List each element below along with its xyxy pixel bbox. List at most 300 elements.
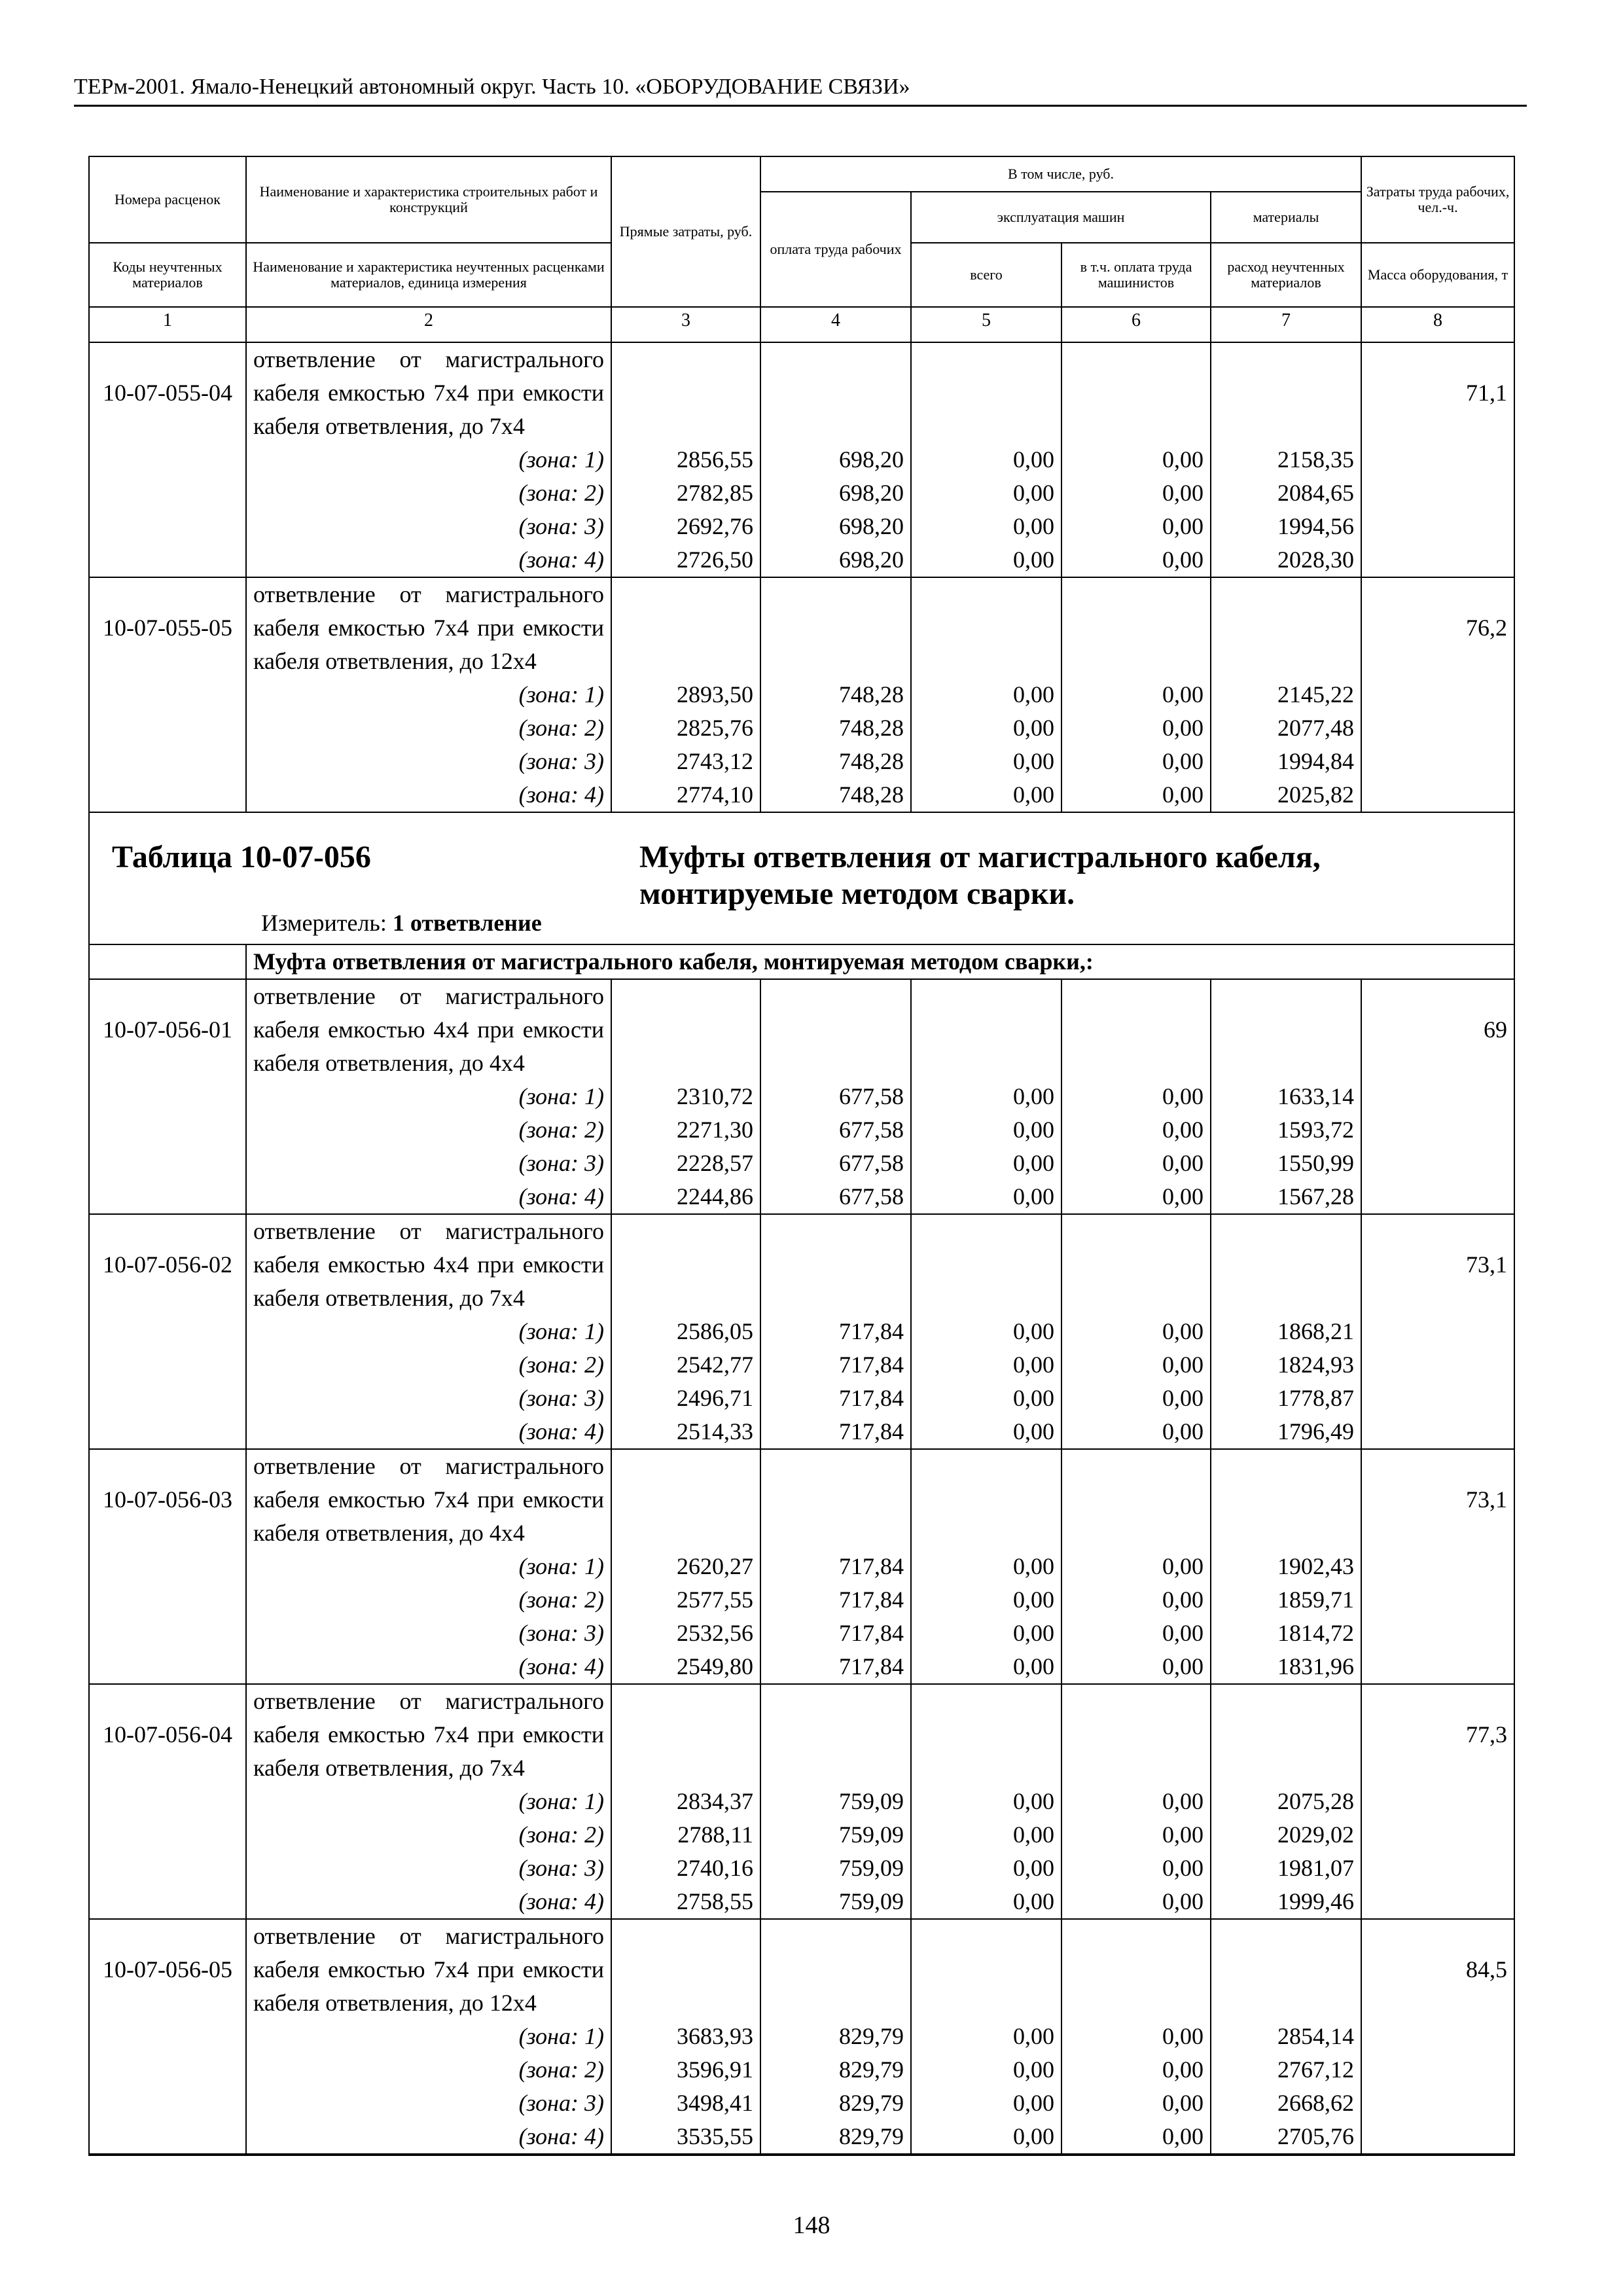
materials-header: материалы (1211, 192, 1361, 243)
labor-cost: 84,5 (1361, 1919, 1514, 2020)
material-cost: 1868,21 (1211, 1315, 1361, 1348)
machine-cost: 0,00 (911, 443, 1061, 476)
machine-cost: 0,00 (911, 678, 1061, 711)
worker-wage: 759,09 (760, 1852, 911, 1885)
direct-cost: 2532,56 (611, 1617, 760, 1650)
machinist-wage: 0,00 (1061, 1583, 1211, 1617)
rate-description: ответвление от магистрального кабеля емкостью 7х4 при емкости кабеля ответвления, до 12х4 (246, 1919, 611, 2020)
empty-cell (89, 1113, 246, 1147)
material-cost: 2767,12 (1211, 2053, 1361, 2087)
empty-cell (911, 1919, 1061, 2020)
material-cost: 1981,07 (1211, 1852, 1361, 1885)
material-cost: 2145,22 (1211, 678, 1361, 711)
table-section-heading (89, 812, 1514, 944)
material-cost: 2025,82 (1211, 778, 1361, 812)
machine-cost: 0,00 (911, 1818, 1061, 1852)
labor-cost: 77,3 (1361, 1684, 1514, 1785)
zone-row (89, 1550, 1514, 1583)
material-cost: 1902,43 (1211, 1550, 1361, 1583)
empty-cell (1361, 778, 1514, 812)
empty-cell (89, 543, 246, 577)
zone-label: (зона: 3) (246, 2087, 611, 2120)
empty-cell (1361, 1852, 1514, 1885)
direct-cost: 2514,33 (611, 1415, 760, 1449)
worker-wage: 829,79 (760, 2020, 911, 2053)
empty-cell (89, 1348, 246, 1382)
empty-cell (911, 1684, 1061, 1785)
zone-label: (зона: 4) (246, 1180, 611, 1214)
worker-wage: 677,58 (760, 1080, 911, 1113)
zone-row (89, 1885, 1514, 1919)
direct-cost: 2774,10 (611, 778, 760, 812)
direct-cost: 3535,55 (611, 2120, 760, 2155)
empty-cell (1361, 1080, 1514, 1113)
machinist-wage: 0,00 (1061, 1315, 1211, 1348)
material-cost: 1550,99 (1211, 1147, 1361, 1180)
empty-cell (1361, 745, 1514, 778)
empty-cell (89, 443, 246, 476)
worker-wage: 677,58 (760, 1147, 911, 1180)
direct-cost: 2271,30 (611, 1113, 760, 1147)
empty-cell (1361, 443, 1514, 476)
zone-row (89, 1180, 1514, 1214)
unit-value: 1 ответвление (392, 910, 542, 936)
empty-cell (1361, 1147, 1514, 1180)
empty-cell (1361, 1415, 1514, 1449)
empty-cell (89, 1147, 246, 1180)
zone-row (89, 1650, 1514, 1684)
empty-cell (1061, 577, 1211, 678)
empty-cell (1211, 342, 1361, 443)
zone-row (89, 1382, 1514, 1415)
empty-cell (1211, 1919, 1361, 2020)
zone-label: (зона: 1) (246, 678, 611, 711)
empty-cell (911, 1214, 1061, 1315)
subheading-spacer (89, 944, 246, 979)
zone-row (89, 2053, 1514, 2087)
machinist-wage: 0,00 (1061, 1785, 1211, 1818)
worker-wage: 717,84 (760, 1382, 911, 1415)
rate-code: 10-07-056-02 (89, 1214, 246, 1315)
zone-row (89, 1818, 1514, 1852)
empty-cell (1361, 1113, 1514, 1147)
worker-wage: 677,58 (760, 1180, 911, 1214)
empty-cell (911, 1449, 1061, 1550)
column-number: 7 (1211, 307, 1361, 342)
empty-cell (1361, 1180, 1514, 1214)
zone-label: (зона: 2) (246, 1348, 611, 1382)
zone-label: (зона: 4) (246, 1415, 611, 1449)
worker-wage: 677,58 (760, 1113, 911, 1147)
material-cost: 2028,30 (1211, 543, 1361, 577)
empty-cell (1361, 1348, 1514, 1382)
rate-row (89, 1449, 1514, 1550)
empty-cell (1361, 2087, 1514, 2120)
empty-cell (611, 1449, 760, 1550)
zone-row (89, 2120, 1514, 2155)
rate-row (89, 1684, 1514, 1785)
worker-wage: 759,09 (760, 1785, 911, 1818)
table-number: Таблица 10-07-056 (112, 840, 371, 874)
material-cost: 1994,56 (1211, 510, 1361, 543)
empty-cell (1211, 1214, 1361, 1315)
material-cost: 1831,96 (1211, 1650, 1361, 1684)
zone-row (89, 443, 1514, 476)
column-number: 1 (89, 307, 246, 342)
machinist-wage: 0,00 (1061, 543, 1211, 577)
direct-cost: 2228,57 (611, 1147, 760, 1180)
column-number: 2 (246, 307, 611, 342)
rate-code: 10-07-056-05 (89, 1919, 246, 2020)
empty-cell (89, 745, 246, 778)
empty-cell (1361, 510, 1514, 543)
labor-cost: 71,1 (1361, 342, 1514, 443)
col6-header: в т.ч. оплата труда машинистов (1061, 243, 1211, 307)
direct-cost: 2542,77 (611, 1348, 760, 1382)
col3-header: Прямые затраты, руб. (611, 156, 760, 307)
zone-row (89, 745, 1514, 778)
zone-row (89, 510, 1514, 543)
machine-cost: 0,00 (911, 2020, 1061, 2053)
machine-cost: 0,00 (911, 1583, 1061, 1617)
empty-cell (611, 577, 760, 678)
empty-cell (611, 1684, 760, 1785)
direct-cost: 2856,55 (611, 443, 760, 476)
zone-row (89, 1852, 1514, 1885)
rate-code: 10-07-056-01 (89, 979, 246, 1080)
direct-cost: 2825,76 (611, 711, 760, 745)
rate-row (89, 979, 1514, 1080)
empty-cell (1361, 1818, 1514, 1852)
zone-row (89, 1415, 1514, 1449)
machinist-wage: 0,00 (1061, 778, 1211, 812)
machinist-wage: 0,00 (1061, 678, 1211, 711)
zone-row (89, 1617, 1514, 1650)
material-cost: 2854,14 (1211, 2020, 1361, 2053)
rate-code: 10-07-056-03 (89, 1449, 246, 1550)
material-cost: 1999,46 (1211, 1885, 1361, 1919)
zone-row (89, 2087, 1514, 2120)
zone-row (89, 476, 1514, 510)
machine-cost: 0,00 (911, 1415, 1061, 1449)
worker-wage: 717,84 (760, 1617, 911, 1650)
col2-top-header: Наименование и характеристика строительных работ и конструкций (246, 156, 611, 243)
empty-cell (89, 2087, 246, 2120)
zone-label: (зона: 2) (246, 476, 611, 510)
empty-cell (1361, 1650, 1514, 1684)
direct-cost: 2743,12 (611, 745, 760, 778)
empty-cell (760, 1684, 911, 1785)
empty-cell (89, 1080, 246, 1113)
direct-cost: 3683,93 (611, 2020, 760, 2053)
labor-cost: 76,2 (1361, 577, 1514, 678)
rate-rows-before (89, 342, 1514, 812)
rate-row (89, 342, 1514, 443)
table-subheading: Муфта ответвления от магистрального кабеля, монтируемая методом сварки,: (246, 944, 1514, 979)
zone-label: (зона: 1) (246, 2020, 611, 2053)
direct-cost: 2740,16 (611, 1852, 760, 1885)
zone-label: (зона: 3) (246, 510, 611, 543)
zone-label: (зона: 3) (246, 1382, 611, 1415)
machinist-wage: 0,00 (1061, 1650, 1211, 1684)
material-cost: 1567,28 (1211, 1180, 1361, 1214)
zone-row (89, 1583, 1514, 1617)
table-unit (261, 908, 542, 937)
machinist-wage: 0,00 (1061, 1818, 1211, 1852)
zone-label: (зона: 3) (246, 745, 611, 778)
machinist-wage: 0,00 (1061, 1348, 1211, 1382)
worker-wage: 717,84 (760, 1550, 911, 1583)
direct-cost: 2788,11 (611, 1818, 760, 1852)
empty-cell (760, 1449, 911, 1550)
empty-cell (760, 979, 911, 1080)
empty-cell (89, 1617, 246, 1650)
material-cost: 2158,35 (1211, 443, 1361, 476)
machinist-wage: 0,00 (1061, 2020, 1211, 2053)
machine-cost: 0,00 (911, 778, 1061, 812)
zone-row (89, 1785, 1514, 1818)
zone-row (89, 2020, 1514, 2053)
direct-cost: 3596,91 (611, 2053, 760, 2087)
empty-cell (1361, 543, 1514, 577)
machinist-wage: 0,00 (1061, 1415, 1211, 1449)
zone-label: (зона: 3) (246, 1617, 611, 1650)
zone-label: (зона: 2) (246, 1583, 611, 1617)
material-cost: 1633,14 (1211, 1080, 1361, 1113)
col8-top-header: Затраты труда рабочих, чел.-ч. (1361, 156, 1514, 243)
machine-cost: 0,00 (911, 543, 1061, 577)
machine-cost: 0,00 (911, 745, 1061, 778)
zone-row (89, 1080, 1514, 1113)
zone-row (89, 543, 1514, 577)
machine-cost: 0,00 (911, 510, 1061, 543)
worker-wage: 717,84 (760, 1348, 911, 1382)
zone-label: (зона: 1) (246, 1315, 611, 1348)
empty-cell (1361, 2053, 1514, 2087)
machine-cost: 0,00 (911, 1852, 1061, 1885)
direct-cost: 2834,37 (611, 1785, 760, 1818)
labor-cost: 73,1 (1361, 1214, 1514, 1315)
empty-cell (1361, 476, 1514, 510)
machinist-wage: 0,00 (1061, 1550, 1211, 1583)
empty-cell (1361, 1315, 1514, 1348)
empty-cell (1361, 2020, 1514, 2053)
empty-cell (911, 342, 1061, 443)
empty-cell (611, 1919, 760, 2020)
direct-cost: 2758,55 (611, 1885, 760, 1919)
table-title: Муфты ответвления от магистрального кабеля, монтируемые методом сварки. (639, 840, 1321, 911)
empty-cell (760, 342, 911, 443)
worker-wage: 748,28 (760, 778, 911, 812)
empty-cell (1361, 1583, 1514, 1617)
labor-cost: 73,1 (1361, 1449, 1514, 1550)
empty-cell (89, 678, 246, 711)
empty-cell (89, 1785, 246, 1818)
machine-cost: 0,00 (911, 1885, 1061, 1919)
empty-cell (89, 1583, 246, 1617)
machinist-wage: 0,00 (1061, 1852, 1211, 1885)
worker-wage: 698,20 (760, 543, 911, 577)
empty-cell (1061, 1449, 1211, 1550)
labor-cost: 69 (1361, 979, 1514, 1080)
machine-cost: 0,00 (911, 1550, 1061, 1583)
col1-bottom-header: Коды неучтенных материалов (89, 243, 246, 307)
machinist-wage: 0,00 (1061, 476, 1211, 510)
including-header: В том числе, руб. (760, 156, 1361, 192)
material-cost: 1796,49 (1211, 1415, 1361, 1449)
empty-cell (911, 577, 1061, 678)
rate-rows-after (89, 979, 1514, 2155)
material-cost: 1824,93 (1211, 1348, 1361, 1382)
machines-header: эксплуатация машин (911, 192, 1211, 243)
machine-cost: 0,00 (911, 2053, 1061, 2087)
zone-row (89, 1315, 1514, 1348)
empty-cell (1061, 1919, 1211, 2020)
zone-label: (зона: 2) (246, 711, 611, 745)
empty-cell (1061, 979, 1211, 1080)
col1-top-header: Номера расценок (89, 156, 246, 243)
empty-cell (89, 1382, 246, 1415)
machinist-wage: 0,00 (1061, 1147, 1211, 1180)
machine-cost: 0,00 (911, 1315, 1061, 1348)
direct-cost: 2726,50 (611, 543, 760, 577)
direct-cost: 2310,72 (611, 1080, 760, 1113)
material-cost: 2705,76 (1211, 2120, 1361, 2155)
empty-cell (1061, 1214, 1211, 1315)
empty-cell (1361, 711, 1514, 745)
machine-cost: 0,00 (911, 1785, 1061, 1818)
direct-cost: 2893,50 (611, 678, 760, 711)
rate-description: ответвление от магистрального кабеля емкостью 7х4 при емкости кабеля ответвления, до 4х4 (246, 1449, 611, 1550)
machine-cost: 0,00 (911, 1382, 1061, 1415)
worker-wage: 717,84 (760, 1583, 911, 1617)
zone-row (89, 1348, 1514, 1382)
worker-wage: 829,79 (760, 2053, 911, 2087)
zone-label: (зона: 2) (246, 1113, 611, 1147)
zone-row (89, 1113, 1514, 1147)
worker-wage: 748,28 (760, 678, 911, 711)
empty-cell (89, 778, 246, 812)
material-cost: 2075,28 (1211, 1785, 1361, 1818)
empty-cell (89, 1415, 246, 1449)
zone-row (89, 678, 1514, 711)
column-number: 6 (1061, 307, 1211, 342)
machine-cost: 0,00 (911, 1147, 1061, 1180)
zone-label: (зона: 2) (246, 2053, 611, 2087)
material-cost: 2668,62 (1211, 2087, 1361, 2120)
machinist-wage: 0,00 (1061, 2120, 1211, 2155)
worker-wage: 748,28 (760, 711, 911, 745)
empty-cell (89, 711, 246, 745)
empty-cell (611, 1214, 760, 1315)
worker-wage: 829,79 (760, 2087, 911, 2120)
worker-wage: 717,84 (760, 1315, 911, 1348)
zone-label: (зона: 1) (246, 1550, 611, 1583)
worker-wage: 698,20 (760, 476, 911, 510)
machinist-wage: 0,00 (1061, 2053, 1211, 2087)
empty-cell (1361, 678, 1514, 711)
machinist-wage: 0,00 (1061, 1080, 1211, 1113)
col7-header: расход неучтенных материалов (1211, 243, 1361, 307)
col2-bottom-header: Наименование и характеристика неучтенных расценками материалов, единица измерения (246, 243, 611, 307)
zone-label: (зона: 1) (246, 1080, 611, 1113)
rate-description: ответвление от магистрального кабеля емкостью 4х4 при емкости кабеля ответвления, до 4х4 (246, 979, 611, 1080)
zone-label: (зона: 3) (246, 1852, 611, 1885)
machine-cost: 0,00 (911, 1348, 1061, 1382)
zone-row (89, 1147, 1514, 1180)
material-cost: 1859,71 (1211, 1583, 1361, 1617)
machine-cost: 0,00 (911, 1650, 1061, 1684)
worker-wage: 748,28 (760, 745, 911, 778)
machinist-wage: 0,00 (1061, 1180, 1211, 1214)
empty-cell (1361, 1382, 1514, 1415)
column-number: 3 (611, 307, 760, 342)
empty-cell (1361, 1885, 1514, 1919)
rate-table (88, 156, 1515, 2156)
col4-header: оплата труда рабочих (760, 192, 911, 307)
zone-row (89, 711, 1514, 745)
machine-cost: 0,00 (911, 1617, 1061, 1650)
machine-cost: 0,00 (911, 1080, 1061, 1113)
machine-cost: 0,00 (911, 1180, 1061, 1214)
worker-wage: 759,09 (760, 1885, 911, 1919)
material-cost: 2029,02 (1211, 1818, 1361, 1852)
direct-cost: 2244,86 (611, 1180, 760, 1214)
machinist-wage: 0,00 (1061, 443, 1211, 476)
empty-cell (89, 1885, 246, 1919)
direct-cost: 2782,85 (611, 476, 760, 510)
zone-label: (зона: 1) (246, 1785, 611, 1818)
rate-description: ответвление от магистрального кабеля емкостью 7х4 при емкости кабеля ответвления, до 12х4 (246, 577, 611, 678)
empty-cell (89, 1650, 246, 1684)
empty-cell (89, 1180, 246, 1214)
empty-cell (1061, 1684, 1211, 1785)
rate-code: 10-07-056-04 (89, 1684, 246, 1785)
zone-label: (зона: 3) (246, 1147, 611, 1180)
material-cost: 2084,65 (1211, 476, 1361, 510)
rate-description: ответвление от магистрального кабеля емкостью 7х4 при емкости кабеля ответвления, до 7х4 (246, 1684, 611, 1785)
worker-wage: 829,79 (760, 2120, 911, 2155)
material-cost: 1994,84 (1211, 745, 1361, 778)
machinist-wage: 0,00 (1061, 1113, 1211, 1147)
col5-header: всего (911, 243, 1061, 307)
empty-cell (760, 1214, 911, 1315)
material-cost: 1814,72 (1211, 1617, 1361, 1650)
empty-cell (611, 979, 760, 1080)
empty-cell (1361, 2120, 1514, 2155)
empty-cell (1361, 1617, 1514, 1650)
empty-cell (911, 979, 1061, 1080)
empty-cell (760, 577, 911, 678)
rate-row (89, 1214, 1514, 1315)
direct-cost: 2692,76 (611, 510, 760, 543)
column-number: 5 (911, 307, 1061, 342)
zone-label: (зона: 4) (246, 1650, 611, 1684)
empty-cell (1211, 979, 1361, 1080)
empty-cell (89, 1315, 246, 1348)
machinist-wage: 0,00 (1061, 1617, 1211, 1650)
machinist-wage: 0,00 (1061, 2087, 1211, 2120)
machine-cost: 0,00 (911, 2087, 1061, 2120)
machinist-wage: 0,00 (1061, 1885, 1211, 1919)
empty-cell (89, 2053, 246, 2087)
worker-wage: 698,20 (760, 510, 911, 543)
rate-row (89, 1919, 1514, 2020)
empty-cell (1211, 1449, 1361, 1550)
rate-code: 10-07-055-04 (89, 342, 246, 443)
page-number: 148 (793, 2212, 830, 2239)
empty-cell (89, 1550, 246, 1583)
